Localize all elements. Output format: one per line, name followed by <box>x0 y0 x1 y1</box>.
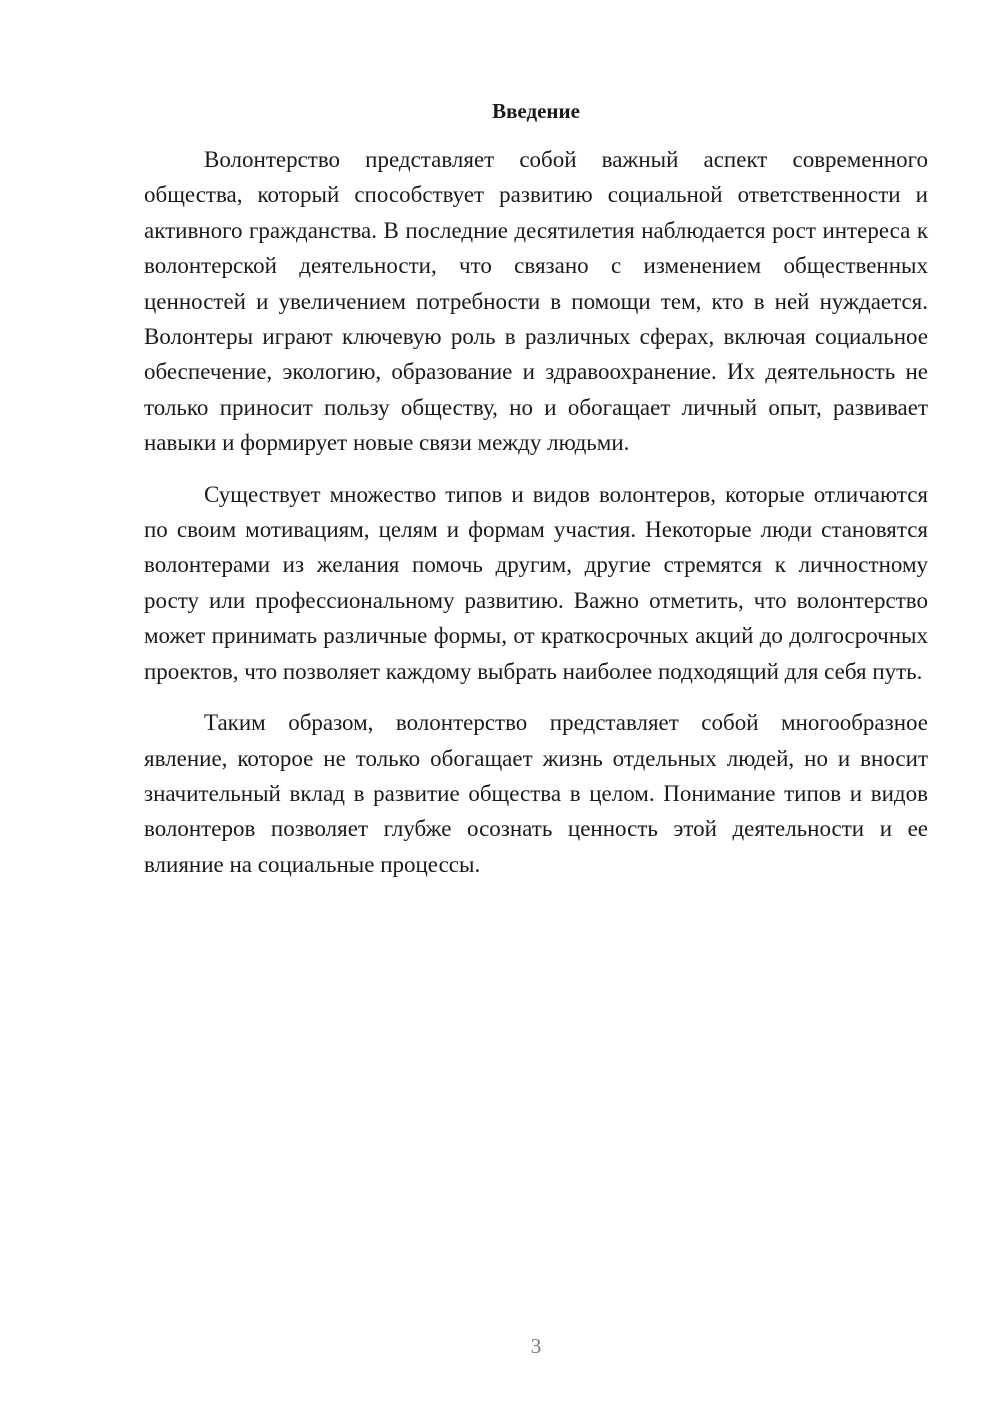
paragraph-1: Волонтерство представляет собой важный аспект современного общества, который способствует развитию социальной ответственности и активного гражданства. В последние десятилетия наблюдается рост интереса к волонтерской деятельности, что связано с изменением общественных ценностей и увеличением потребности в помощи тем, кто в ней нуждается. Волонтеры играют ключевую роль в различных сферах, включая социальное обеспечение, экологию, образование и здравоохранение. Их деятельность не только приносит пользу обществу, но и обогащает личный опыт, развивает навыки и формирует новые связи между людьми. <box>144 147 928 456</box>
paragraph-3: Таким образом, волонтерство представляет собой многообразное явление, которое не только обогащает жизнь отдельных людей, но и вносит значительный вклад в развитие общества в целом. Понимание типов и видов волонтеров позволяет глубже осознать ценность этой деятельности и ее влияние на социальные процессы. <box>144 710 928 877</box>
paragraph-2: Существует множество типов и видов волонтеров, которые отличаются по своим мотивациям, целям и формам участия. Некоторые люди становятся волонтерами из желания помочь другим, другие стремятся к личностному росту или профессиональному развитию. Важно отметить, что волонтерство может принимать различные формы, от краткосрочных акций до долгосрочных проектов, что позволяет каждому выбрать наиболее подходящий для себя путь. <box>144 481 928 684</box>
section-heading: Введение <box>492 99 580 123</box>
page-number: 3 <box>530 1334 542 1358</box>
body-text <box>144 142 928 898</box>
